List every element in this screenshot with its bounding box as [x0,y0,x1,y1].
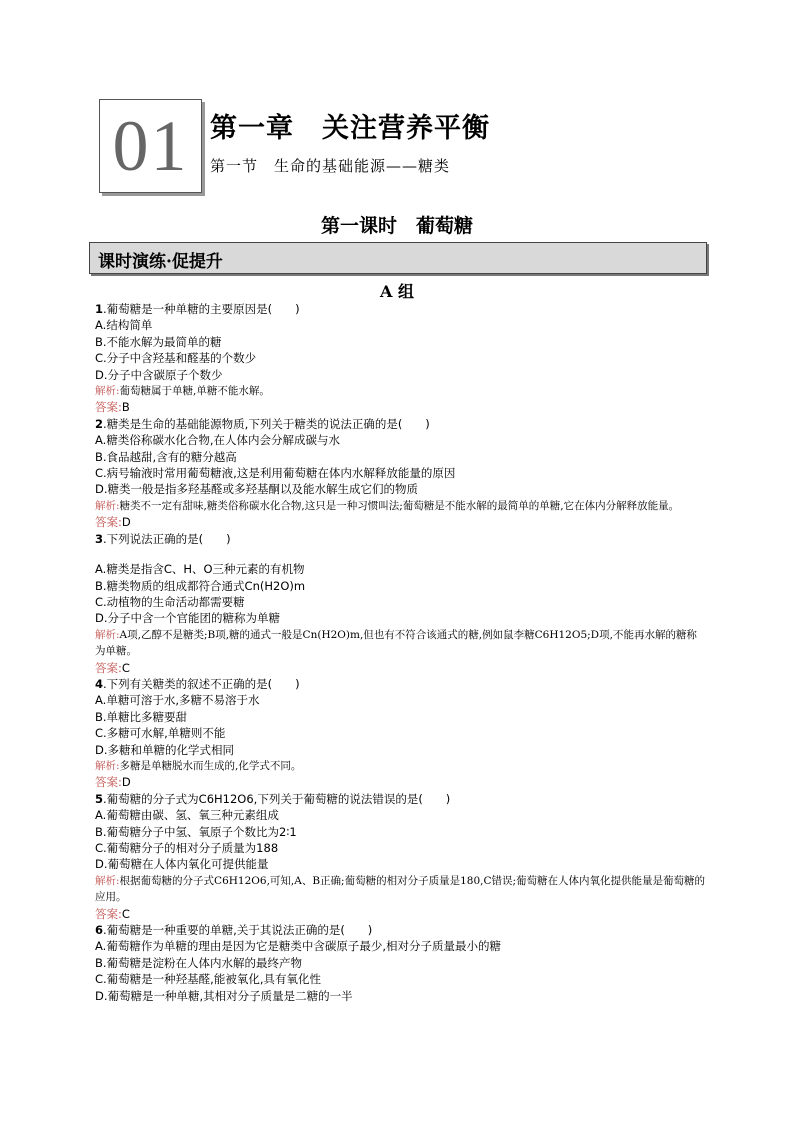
analysis: 解析:葡萄糖属于单糖,单糖不能水解。 [95,385,270,398]
banner-title: 课时演练·促提升 [98,252,223,272]
question-number: 3 [95,531,104,546]
option: B.葡萄糖是淀粉在人体内水解的最终产物 [95,955,303,970]
answer-label: 答案: [95,775,122,790]
analysis-label: 解析: [95,874,120,887]
section-title: 第一节 生命的基础能源——糖类 [210,157,451,175]
option: C.病号输液时常用葡萄糖液,这是利用葡萄糖在体内水解释放能量的原因 [95,466,456,481]
option: A.葡萄糖由碳、氢、氧三种元素组成 [95,808,279,823]
analysis: 解析:根据葡萄糖的分子式C6H12O6,可知,A、B正确;葡萄糖的相对分子质量是180,C错误;葡萄糖在人体内氧化提供能量是葡萄糖的应用。 [95,874,706,904]
question-stem: 1.葡萄糖是一种单糖的主要原因是( ) [95,302,300,316]
option: C.葡萄糖是一种羟基醛,能被氧化,具有氧化性 [95,972,321,987]
analysis-label: 解析: [95,499,120,512]
analysis: 解析:多糖是单糖脱水而生成的,化学式不同。 [95,759,302,772]
option: C.动植物的生命活动都需要糖 [95,594,245,609]
option: D.分子中含碳原子个数少 [95,367,223,382]
chapter-title: 第一章 关注营养平衡 [210,113,490,144]
analysis-label: 解析: [95,759,120,772]
question-number: 4 [95,676,104,691]
lesson-title: 第一课时 葡萄糖 [320,215,473,237]
option: C.分子中含羟基和醛基的个数少 [95,351,257,366]
answer: 答案:D [95,775,131,790]
chapter-number: 01 [112,106,189,186]
option: B.不能水解为最简单的糖 [95,334,222,349]
analysis: 解析:糖类不一定有甜味,糖类俗称碳水化合物,这只是一种习惯叫法;葡萄糖是不能水解的最简单的单糖,它在体内分解释放能量。 [95,499,680,512]
option: C.多糖可水解,单糖则不能 [95,726,226,741]
option: B.食品越甜,含有的糖分越高 [95,449,237,464]
question-number: 6 [95,923,104,938]
question-stem: 4.下列有关糖类的叙述不正确的是( ) [95,676,300,691]
option: B.糖类物质的组成都符合通式Cn(H2O)m [95,578,306,593]
answer-label: 答案: [95,660,122,675]
analysis: 解析:A项,乙醇不是糖类;B项,糖的通式一般是Cn(H2O)m,但也有不符合该通式的糖,例如鼠李糖C6H12O5;D项,不能再水解的糖称为单糖。 [95,628,697,658]
question-stem: 6.葡萄糖是一种重要的单糖,关于其说法正确的是( ) [95,923,373,938]
option: A.糖类俗称碳水化合物,在人体内会分解成碳与水 [95,433,340,448]
option: C.葡萄糖分子的相对分子质量为188 [95,841,279,855]
answer-label: 答案: [95,400,122,415]
answer-label: 答案: [95,515,122,530]
practice-banner [89,242,707,274]
question-stem: 3.下列说法正确的是( ) [95,531,231,546]
option: B.单糖比多糖要甜 [95,709,188,724]
chapter-number-box [99,99,202,193]
option: D.糖类一般是指多羟基醛或多羟基酮以及能水解生成它们的物质 [95,482,419,497]
group-title: A 组 [380,282,414,301]
question-number: 2 [95,416,104,431]
question-stem: 5.葡萄糖的分子式为C6H12O6,下列关于葡萄糖的说法错误的是( ) [95,791,451,806]
option: D.多糖和单糖的化学式相同 [95,742,235,757]
option: A.糖类是指含C、H、O三种元素的有机物 [95,562,305,577]
option: A.单糖可溶于水,多糖不易溶于水 [95,693,260,708]
option: D.葡萄糖在人体内氧化可提供能量 [95,857,269,872]
answer-label: 答案: [95,906,122,921]
answer: 答案:C [95,906,130,921]
spacer [95,547,707,561]
option: D.分子中含一个官能团的糖称为单糖 [95,611,281,626]
answer: 答案:C [95,660,130,675]
option: A.葡萄糖作为单糖的理由是因为它是糖类中含碳原子最少,相对分子质量最小的糖 [95,939,501,954]
answer: 答案:B [95,400,130,415]
answer: 答案:D [95,515,131,530]
analysis-label: 解析: [95,628,120,641]
question-stem: 2.糖类是生命的基础能源物质,下列关于糖类的说法正确的是( ) [95,416,430,431]
analysis-label: 解析: [95,385,120,398]
question-number: 1 [95,302,104,316]
question-number: 5 [95,791,104,806]
option: A.结构简单 [95,318,153,333]
option: D.葡萄糖是一种单糖,其相对分子质量是二糖的一半 [95,988,353,1003]
question-list [95,301,707,1004]
option: B.葡萄糖分子中氢、氧原子个数比为2∶1 [95,824,297,839]
